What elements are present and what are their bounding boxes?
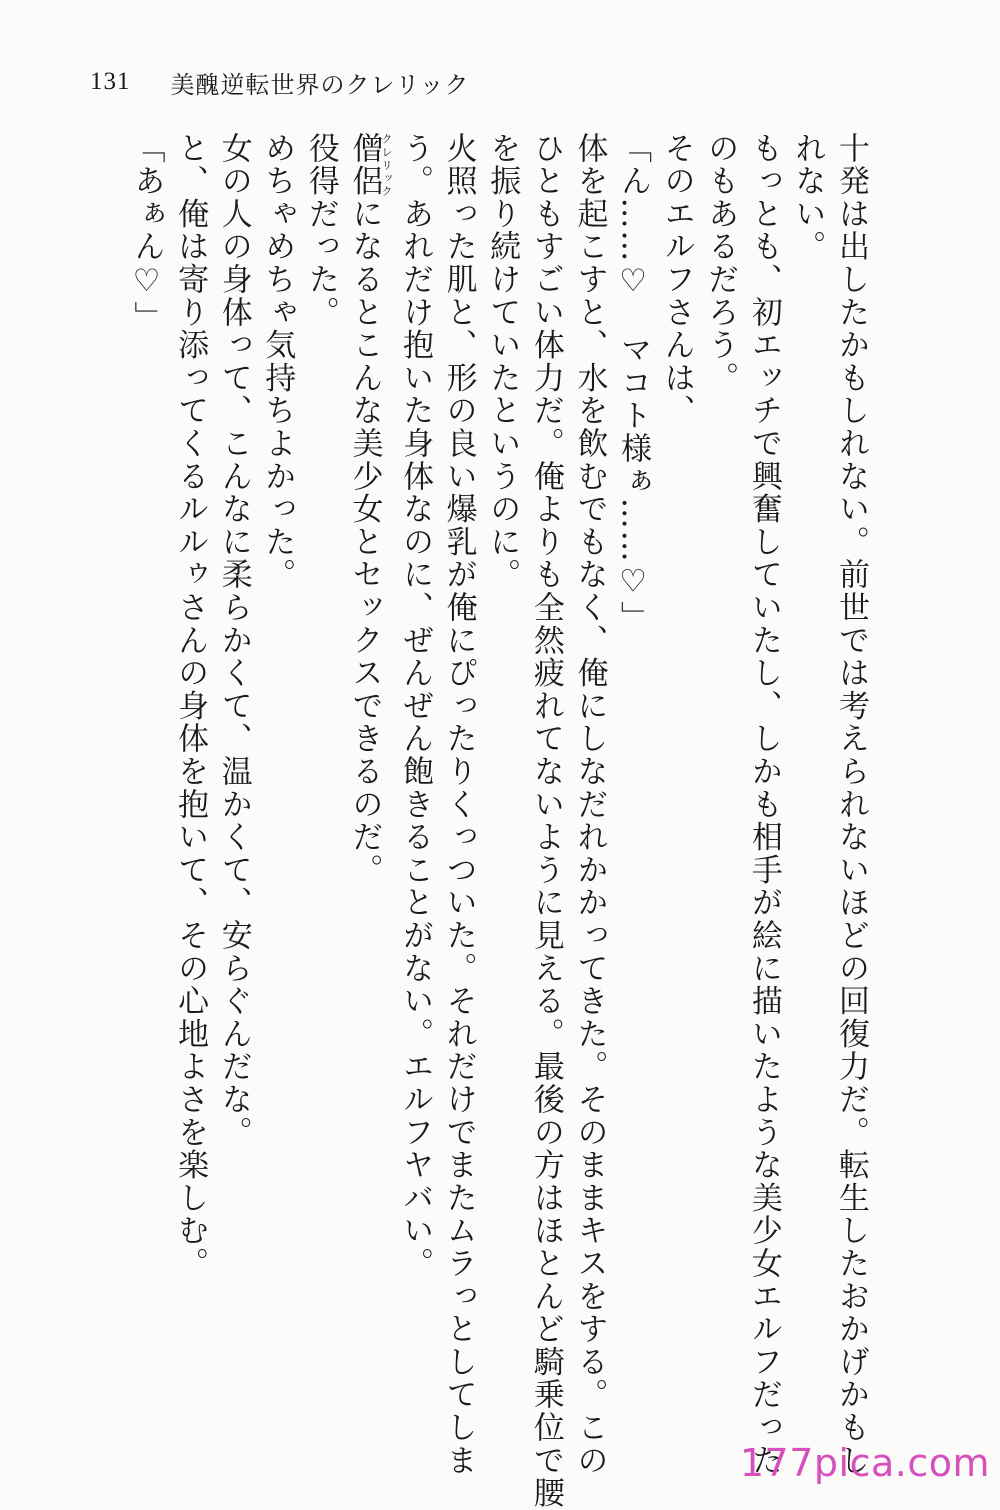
text-line: もっとも、初エッチで興奮していたし、しかも相手が絵に描いたような美少女エルフだった xyxy=(745,132,782,1477)
text-line: れない。 xyxy=(789,132,826,264)
text-line: 「あぁん♡」 xyxy=(128,132,165,334)
text-line: 「ん……♡ マコト様ぁ……♡」 xyxy=(615,132,652,634)
text-line: そのエルフさんは、 xyxy=(658,132,695,428)
text-line: と、俺は寄り添ってくるルルゥさんの身体を抱いて、その心地よさを楽しむ。 xyxy=(172,132,209,1280)
text-line-with-ruby xyxy=(342,132,393,1402)
ruby-base: 僧侶 xyxy=(346,132,383,198)
running-header xyxy=(90,62,470,102)
watermark: 177pica.com xyxy=(739,1441,990,1485)
text-line: のもあるだろう。 xyxy=(702,132,739,395)
text-line: めちゃめちゃ気持ちよかった。 xyxy=(259,132,296,592)
text-line: ひともすごい体力だ。俺よりも全然疲れてないように見える。最後の方はほとんど騎乗位で腰 xyxy=(527,132,564,1510)
text-line: 女の人の身体って、こんなに柔らかくて、温かくて、安らぐんだな。 xyxy=(215,132,252,1149)
ruby-word xyxy=(346,132,393,198)
text-line: 体を起こすと、水を飲むでもなく、俺にしなだれかかってきた。そのままキスをする。この xyxy=(571,132,608,1477)
text-line: う。あれだけ抱いた身体なのに、ぜんぜん飽きることがない。エルフヤバい。 xyxy=(397,132,434,1280)
text-line: 火照った肌と、形の良い爆乳が俺にぴったりくっついた。それだけでまたムラっとしてしま xyxy=(440,132,477,1477)
text-line: 役得だった。 xyxy=(302,132,339,329)
ruby-reading: クレリック xyxy=(379,132,393,198)
page-number: 131 xyxy=(90,68,131,95)
text-line: 十発は出したかもしれない。前世では考えられないほどの回復力だ。転生したおかげかもし xyxy=(833,132,869,1477)
book-title: 美醜逆転世界のクレリック xyxy=(170,70,470,99)
ruby-line-rest: になるとこんな美少女とセックスできるのだ。 xyxy=(346,197,383,887)
text-line: を振り続けていたというのに。 xyxy=(484,132,521,592)
